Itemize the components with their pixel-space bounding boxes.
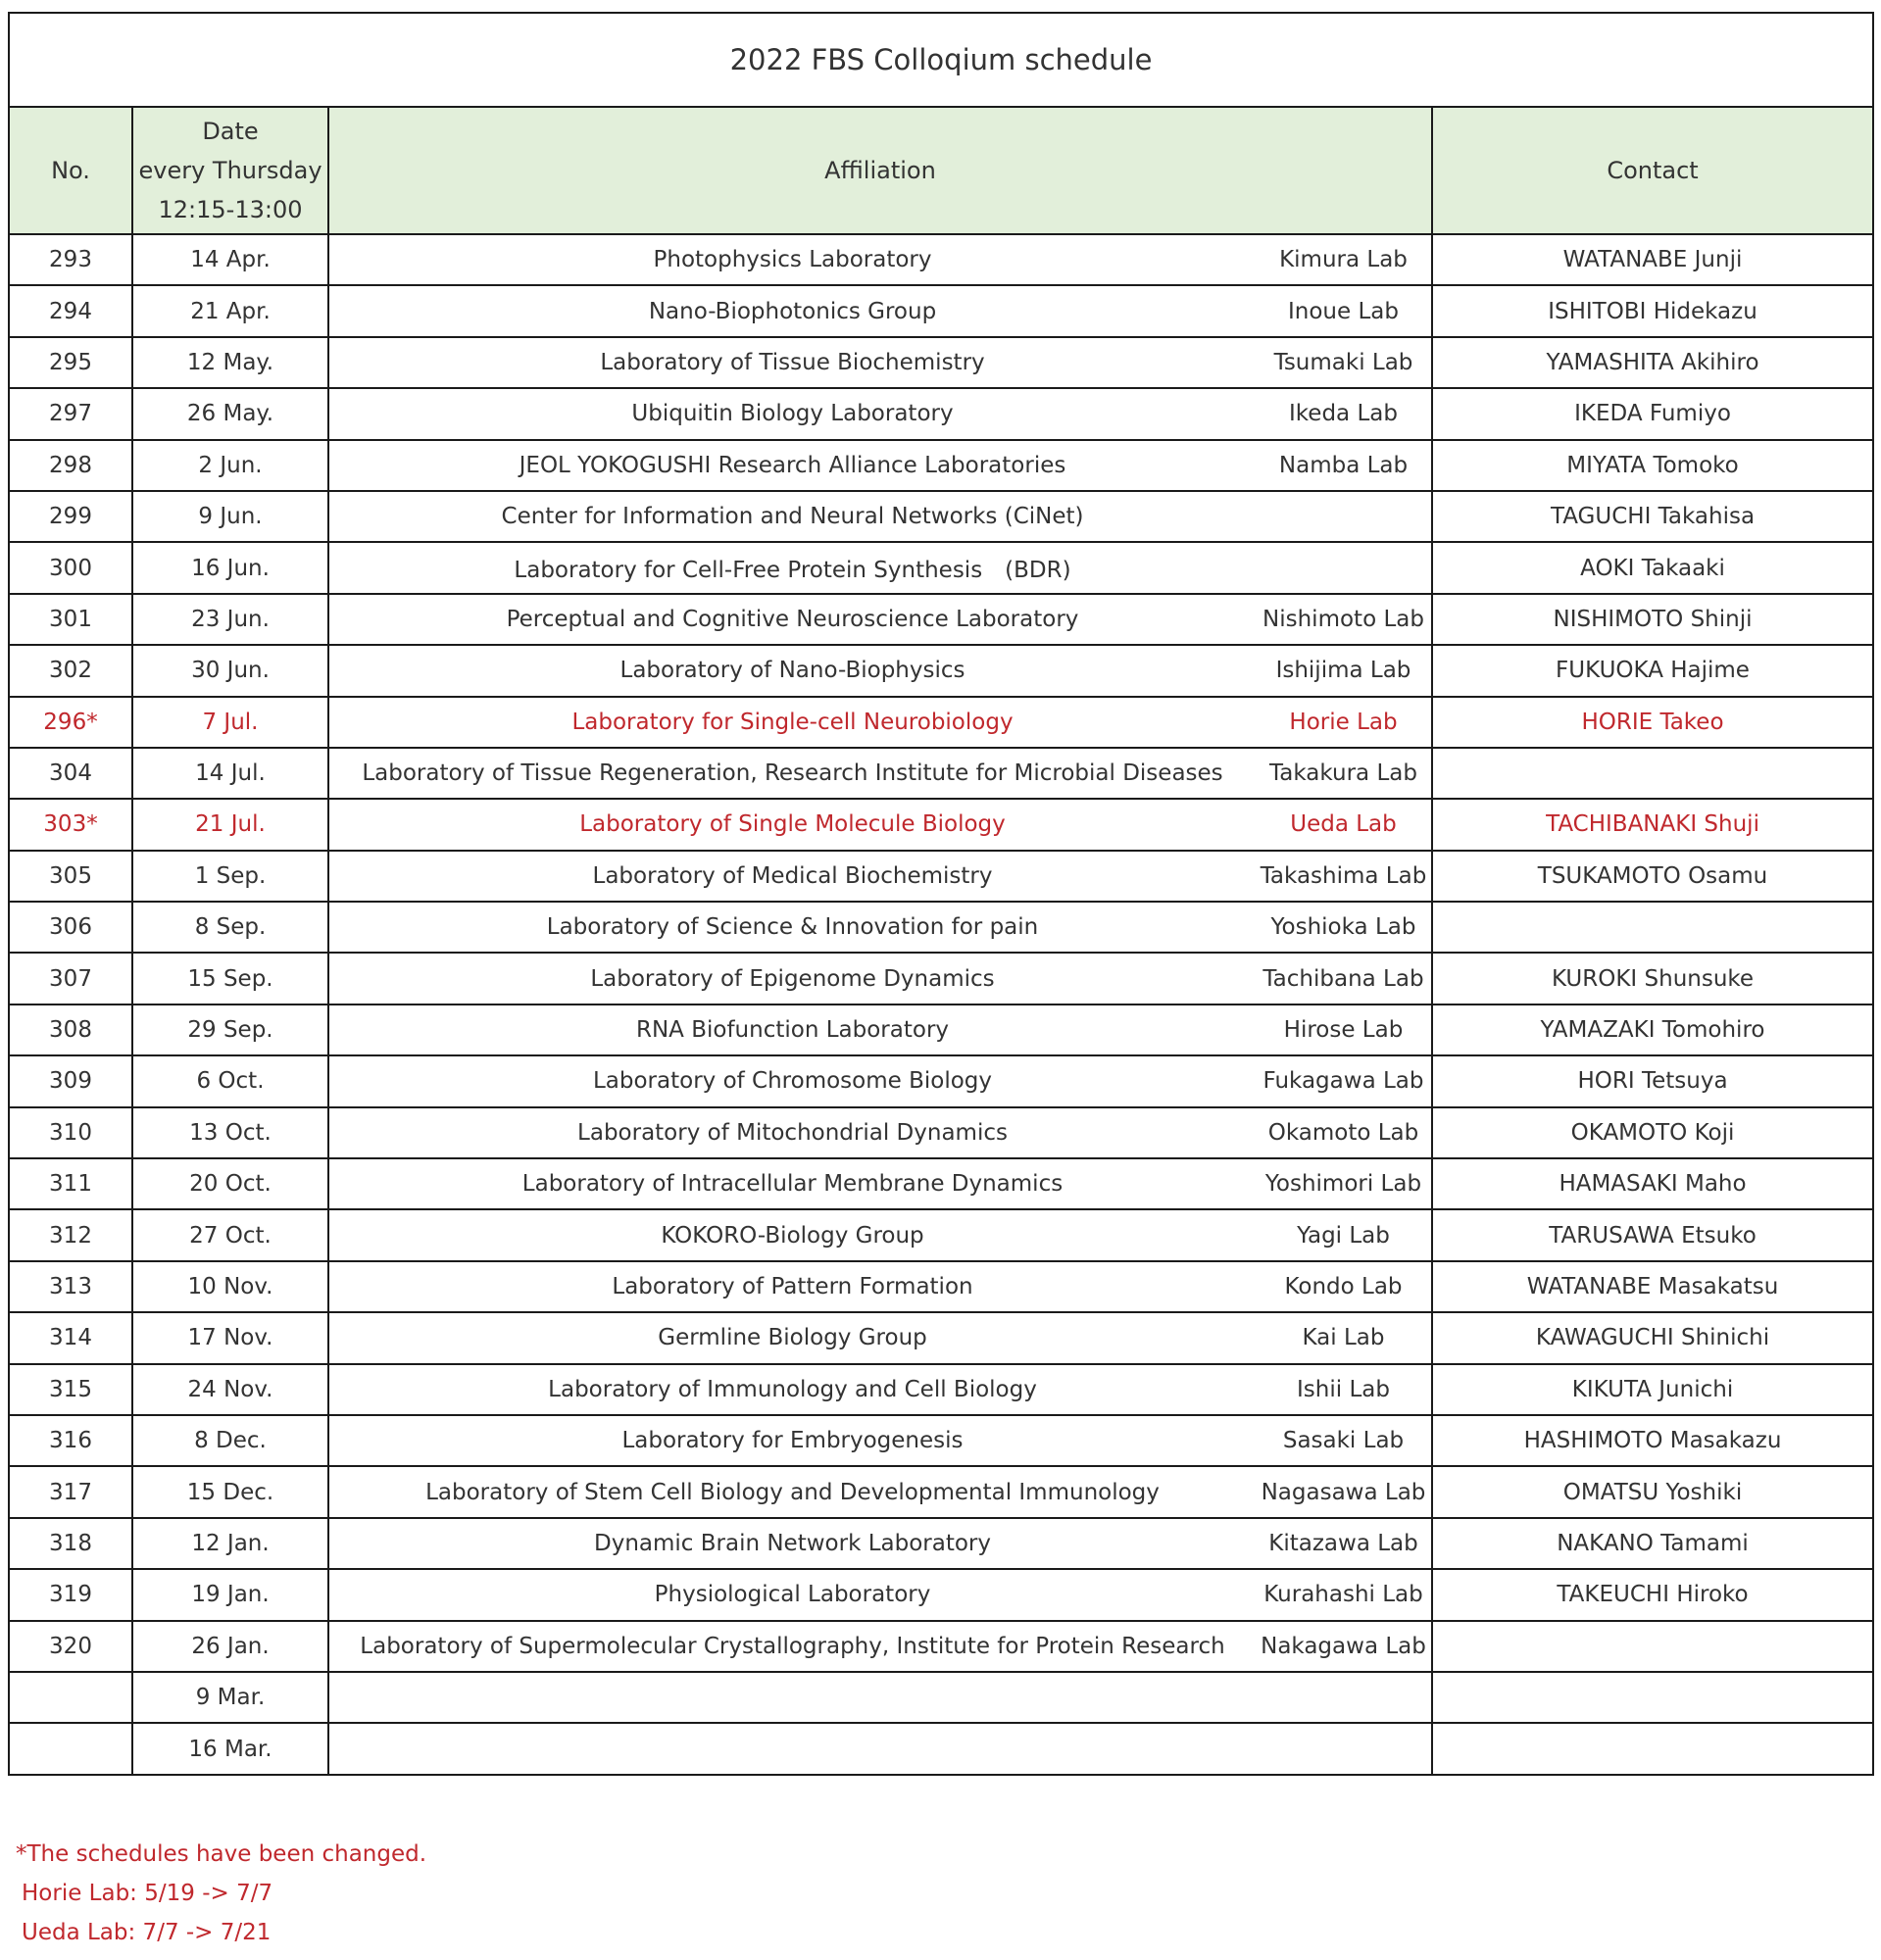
cell-affiliation: Laboratory of Mitochondrial Dynamics (328, 1107, 1256, 1158)
cell-contact: HORIE Takeo (1432, 697, 1873, 748)
cell-no: 303* (9, 799, 132, 850)
cell-lab: Ishii Lab (1256, 1364, 1432, 1415)
note-ueda: Ueda Lab: 7/7 -> 7/21 (22, 1920, 272, 1945)
cell-affiliation: Laboratory of Tissue Biochemistry (328, 337, 1256, 388)
cell-lab: Kimura Lab (1256, 234, 1432, 285)
cell-contact: KIKUTA Junichi (1432, 1364, 1873, 1415)
header-row (9, 107, 1873, 234)
cell-affiliation: Laboratory of Immunology and Cell Biology (328, 1364, 1256, 1415)
table-row (9, 851, 1873, 902)
cell-no: 295 (9, 337, 132, 388)
cell-affiliation: Laboratory of Tissue Regeneration, Research Institute for Microbial Diseases (328, 748, 1256, 799)
cell-date: 15 Sep. (132, 953, 328, 1004)
cell-contact: NISHIMOTO Shinji (1432, 594, 1873, 645)
header-no: No. (9, 107, 132, 234)
cell-contact: HAMASAKI Maho (1432, 1158, 1873, 1209)
header-date-line-1: Date (202, 118, 259, 145)
cell-no: 310 (9, 1107, 132, 1158)
cell-lab (1256, 542, 1432, 593)
cell-no: 297 (9, 388, 132, 439)
table-row (9, 1209, 1873, 1260)
cell-date: 21 Apr. (132, 285, 328, 336)
cell-date: 16 Jun. (132, 542, 328, 593)
cell-affiliation: Laboratory for Cell-Free Protein Synthesis (BDR) (328, 542, 1256, 593)
cell-affiliation: Laboratory of Supermolecular Crystallography, Institute for Protein Research (328, 1621, 1256, 1672)
cell-date: 29 Sep. (132, 1004, 328, 1055)
cell-date: 23 Jun. (132, 594, 328, 645)
cell-affiliation: Nano-Biophotonics Group (328, 285, 1256, 336)
cell-no: 306 (9, 902, 132, 953)
cell-affiliation (328, 1723, 1256, 1774)
cell-affiliation: Ubiquitin Biology Laboratory (328, 388, 1256, 439)
table-row (9, 1312, 1873, 1363)
cell-no: 293 (9, 234, 132, 285)
cell-lab: Inoue Lab (1256, 285, 1432, 336)
cell-no: 314 (9, 1312, 132, 1363)
table-row (9, 1158, 1873, 1209)
cell-lab: Kai Lab (1256, 1312, 1432, 1363)
cell-affiliation: Physiological Laboratory (328, 1569, 1256, 1620)
cell-affiliation: Dynamic Brain Network Laboratory (328, 1518, 1256, 1569)
cell-affiliation (328, 1672, 1256, 1723)
cell-affiliation: Perceptual and Cognitive Neuroscience Laboratory (328, 594, 1256, 645)
cell-date: 17 Nov. (132, 1312, 328, 1363)
cell-no: 319 (9, 1569, 132, 1620)
cell-no: 311 (9, 1158, 132, 1209)
cell-affiliation: Germline Biology Group (328, 1312, 1256, 1363)
table-row (9, 697, 1873, 748)
cell-no: 296* (9, 697, 132, 748)
cell-date: 12 Jan. (132, 1518, 328, 1569)
cell-date: 21 Jul. (132, 799, 328, 850)
table-row (9, 1518, 1873, 1569)
cell-no: 316 (9, 1415, 132, 1466)
cell-no: 307 (9, 953, 132, 1004)
cell-no: 299 (9, 491, 132, 542)
cell-contact (1432, 1672, 1873, 1723)
cell-contact: AOKI Takaaki (1432, 542, 1873, 593)
cell-date: 20 Oct. (132, 1158, 328, 1209)
cell-lab: Tsumaki Lab (1256, 337, 1432, 388)
cell-lab: Kitazawa Lab (1256, 1518, 1432, 1569)
cell-no (9, 1723, 132, 1774)
cell-lab (1256, 1723, 1432, 1774)
schedule-table-body (9, 13, 1873, 1775)
colloquium-schedule-table (8, 12, 1874, 1776)
cell-contact: TAKEUCHI Hiroko (1432, 1569, 1873, 1620)
cell-affiliation: Laboratory for Single-cell Neurobiology (328, 697, 1256, 748)
header-date (132, 107, 328, 234)
cell-affiliation: Laboratory of Pattern Formation (328, 1261, 1256, 1312)
note-horie: Horie Lab: 5/19 -> 7/7 (22, 1881, 273, 1906)
cell-affiliation: Laboratory of Chromosome Biology (328, 1055, 1256, 1106)
title-row (9, 13, 1873, 107)
table-row (9, 542, 1873, 593)
cell-affiliation: Photophysics Laboratory (328, 234, 1256, 285)
note-changed: *The schedules have been changed. (16, 1841, 427, 1867)
cell-date: 8 Dec. (132, 1415, 328, 1466)
cell-no: 315 (9, 1364, 132, 1415)
cell-contact: OMATSU Yoshiki (1432, 1466, 1873, 1517)
cell-contact: MIYATA Tomoko (1432, 440, 1873, 491)
cell-lab: Kurahashi Lab (1256, 1569, 1432, 1620)
header-date-line-3: 12:15-13:00 (158, 196, 303, 223)
cell-contact: NAKANO Tamami (1432, 1518, 1873, 1569)
cell-no (9, 1672, 132, 1723)
cell-contact: TARUSAWA Etsuko (1432, 1209, 1873, 1260)
cell-lab: Takakura Lab (1256, 748, 1432, 799)
table-row (9, 1466, 1873, 1517)
table-row (9, 594, 1873, 645)
cell-date: 9 Mar. (132, 1672, 328, 1723)
cell-contact (1432, 1723, 1873, 1774)
header-contact: Contact (1432, 107, 1873, 234)
cell-lab: Sasaki Lab (1256, 1415, 1432, 1466)
cell-no: 309 (9, 1055, 132, 1106)
cell-date: 26 Jan. (132, 1621, 328, 1672)
table-row (9, 1107, 1873, 1158)
cell-contact: ISHITOBI Hidekazu (1432, 285, 1873, 336)
cell-lab: Fukagawa Lab (1256, 1055, 1432, 1106)
cell-date: 19 Jan. (132, 1569, 328, 1620)
cell-contact (1432, 902, 1873, 953)
table-row (9, 285, 1873, 336)
cell-lab (1256, 1672, 1432, 1723)
cell-no: 320 (9, 1621, 132, 1672)
cell-contact: TACHIBANAKI Shuji (1432, 799, 1873, 850)
table-row (9, 748, 1873, 799)
cell-no: 313 (9, 1261, 132, 1312)
cell-no: 300 (9, 542, 132, 593)
cell-no: 302 (9, 645, 132, 696)
cell-affiliation: Laboratory of Medical Biochemistry (328, 851, 1256, 902)
cell-affiliation: Laboratory of Stem Cell Biology and Developmental Immunology (328, 1466, 1256, 1517)
cell-lab: Ishijima Lab (1256, 645, 1432, 696)
cell-lab: Horie Lab (1256, 697, 1432, 748)
table-row (9, 1055, 1873, 1106)
cell-lab: Yoshimori Lab (1256, 1158, 1432, 1209)
cell-date: 15 Dec. (132, 1466, 328, 1517)
cell-date: 16 Mar. (132, 1723, 328, 1774)
cell-date: 26 May. (132, 388, 328, 439)
cell-lab: Tachibana Lab (1256, 953, 1432, 1004)
cell-lab: Hirose Lab (1256, 1004, 1432, 1055)
cell-no: 304 (9, 748, 132, 799)
cell-no: 317 (9, 1466, 132, 1517)
cell-contact: KUROKI Shunsuke (1432, 953, 1873, 1004)
cell-no: 318 (9, 1518, 132, 1569)
cell-contact: HORI Tetsuya (1432, 1055, 1873, 1106)
cell-lab: Namba Lab (1256, 440, 1432, 491)
cell-no: 308 (9, 1004, 132, 1055)
cell-no: 305 (9, 851, 132, 902)
cell-date: 14 Apr. (132, 234, 328, 285)
cell-contact: WATANABE Masakatsu (1432, 1261, 1873, 1312)
table-row (9, 902, 1873, 953)
cell-affiliation: Laboratory of Nano-Biophysics (328, 645, 1256, 696)
cell-lab: Yagi Lab (1256, 1209, 1432, 1260)
cell-lab: Nakagawa Lab (1256, 1621, 1432, 1672)
cell-lab: Nagasawa Lab (1256, 1466, 1432, 1517)
cell-contact (1432, 1621, 1873, 1672)
cell-affiliation: KOKORO-Biology Group (328, 1209, 1256, 1260)
cell-date: 1 Sep. (132, 851, 328, 902)
cell-date: 2 Jun. (132, 440, 328, 491)
schedule-notes (16, 1835, 426, 1952)
cell-contact: TSUKAMOTO Osamu (1432, 851, 1873, 902)
cell-contact: HASHIMOTO Masakazu (1432, 1415, 1873, 1466)
cell-no: 312 (9, 1209, 132, 1260)
cell-date: 13 Oct. (132, 1107, 328, 1158)
cell-lab: Nishimoto Lab (1256, 594, 1432, 645)
table-row (9, 799, 1873, 850)
cell-affiliation: Laboratory of Intracellular Membrane Dynamics (328, 1158, 1256, 1209)
table-row (9, 491, 1873, 542)
table-row (9, 1621, 1873, 1672)
cell-affiliation: JEOL YOKOGUSHI Research Alliance Laboratories (328, 440, 1256, 491)
cell-lab: Ikeda Lab (1256, 388, 1432, 439)
cell-lab: Takashima Lab (1256, 851, 1432, 902)
cell-contact: WATANABE Junji (1432, 234, 1873, 285)
page-title: 2022 FBS Colloqium schedule (9, 13, 1873, 107)
table-row (9, 337, 1873, 388)
cell-contact: TAGUCHI Takahisa (1432, 491, 1873, 542)
table-row (9, 1261, 1873, 1312)
table-row (9, 1672, 1873, 1723)
table-row (9, 1415, 1873, 1466)
table-row (9, 234, 1873, 285)
cell-date: 9 Jun. (132, 491, 328, 542)
cell-affiliation: Laboratory for Embryogenesis (328, 1415, 1256, 1466)
cell-date: 14 Jul. (132, 748, 328, 799)
table-row (9, 388, 1873, 439)
cell-affiliation: Laboratory of Single Molecule Biology (328, 799, 1256, 850)
cell-date: 12 May. (132, 337, 328, 388)
cell-contact: FUKUOKA Hajime (1432, 645, 1873, 696)
cell-lab: Okamoto Lab (1256, 1107, 1432, 1158)
cell-date: 24 Nov. (132, 1364, 328, 1415)
cell-contact: YAMASHITA Akihiro (1432, 337, 1873, 388)
table-row (9, 1004, 1873, 1055)
cell-no: 301 (9, 594, 132, 645)
cell-contact: IKEDA Fumiyo (1432, 388, 1873, 439)
cell-date: 7 Jul. (132, 697, 328, 748)
table-row (9, 440, 1873, 491)
cell-affiliation: Laboratory of Epigenome Dynamics (328, 953, 1256, 1004)
cell-lab: Kondo Lab (1256, 1261, 1432, 1312)
table-row (9, 1364, 1873, 1415)
cell-date: 27 Oct. (132, 1209, 328, 1260)
cell-no: 298 (9, 440, 132, 491)
cell-affiliation: RNA Biofunction Laboratory (328, 1004, 1256, 1055)
cell-date: 8 Sep. (132, 902, 328, 953)
header-date-line-2: every Thursday (138, 157, 322, 184)
table-row (9, 645, 1873, 696)
cell-affiliation: Center for Information and Neural Networks (CiNet) (328, 491, 1256, 542)
cell-contact: KAWAGUCHI Shinichi (1432, 1312, 1873, 1363)
cell-affiliation: Laboratory of Science & Innovation for pain (328, 902, 1256, 953)
cell-date: 30 Jun. (132, 645, 328, 696)
cell-lab: Yoshioka Lab (1256, 902, 1432, 953)
cell-date: 6 Oct. (132, 1055, 328, 1106)
table-row (9, 953, 1873, 1004)
cell-date: 10 Nov. (132, 1261, 328, 1312)
cell-contact: OKAMOTO Koji (1432, 1107, 1873, 1158)
cell-lab (1256, 491, 1432, 542)
cell-contact (1432, 748, 1873, 799)
cell-no: 294 (9, 285, 132, 336)
header-affiliation: Affiliation (328, 107, 1432, 234)
table-row (9, 1569, 1873, 1620)
table-row (9, 1723, 1873, 1774)
cell-contact: YAMAZAKI Tomohiro (1432, 1004, 1873, 1055)
cell-lab: Ueda Lab (1256, 799, 1432, 850)
